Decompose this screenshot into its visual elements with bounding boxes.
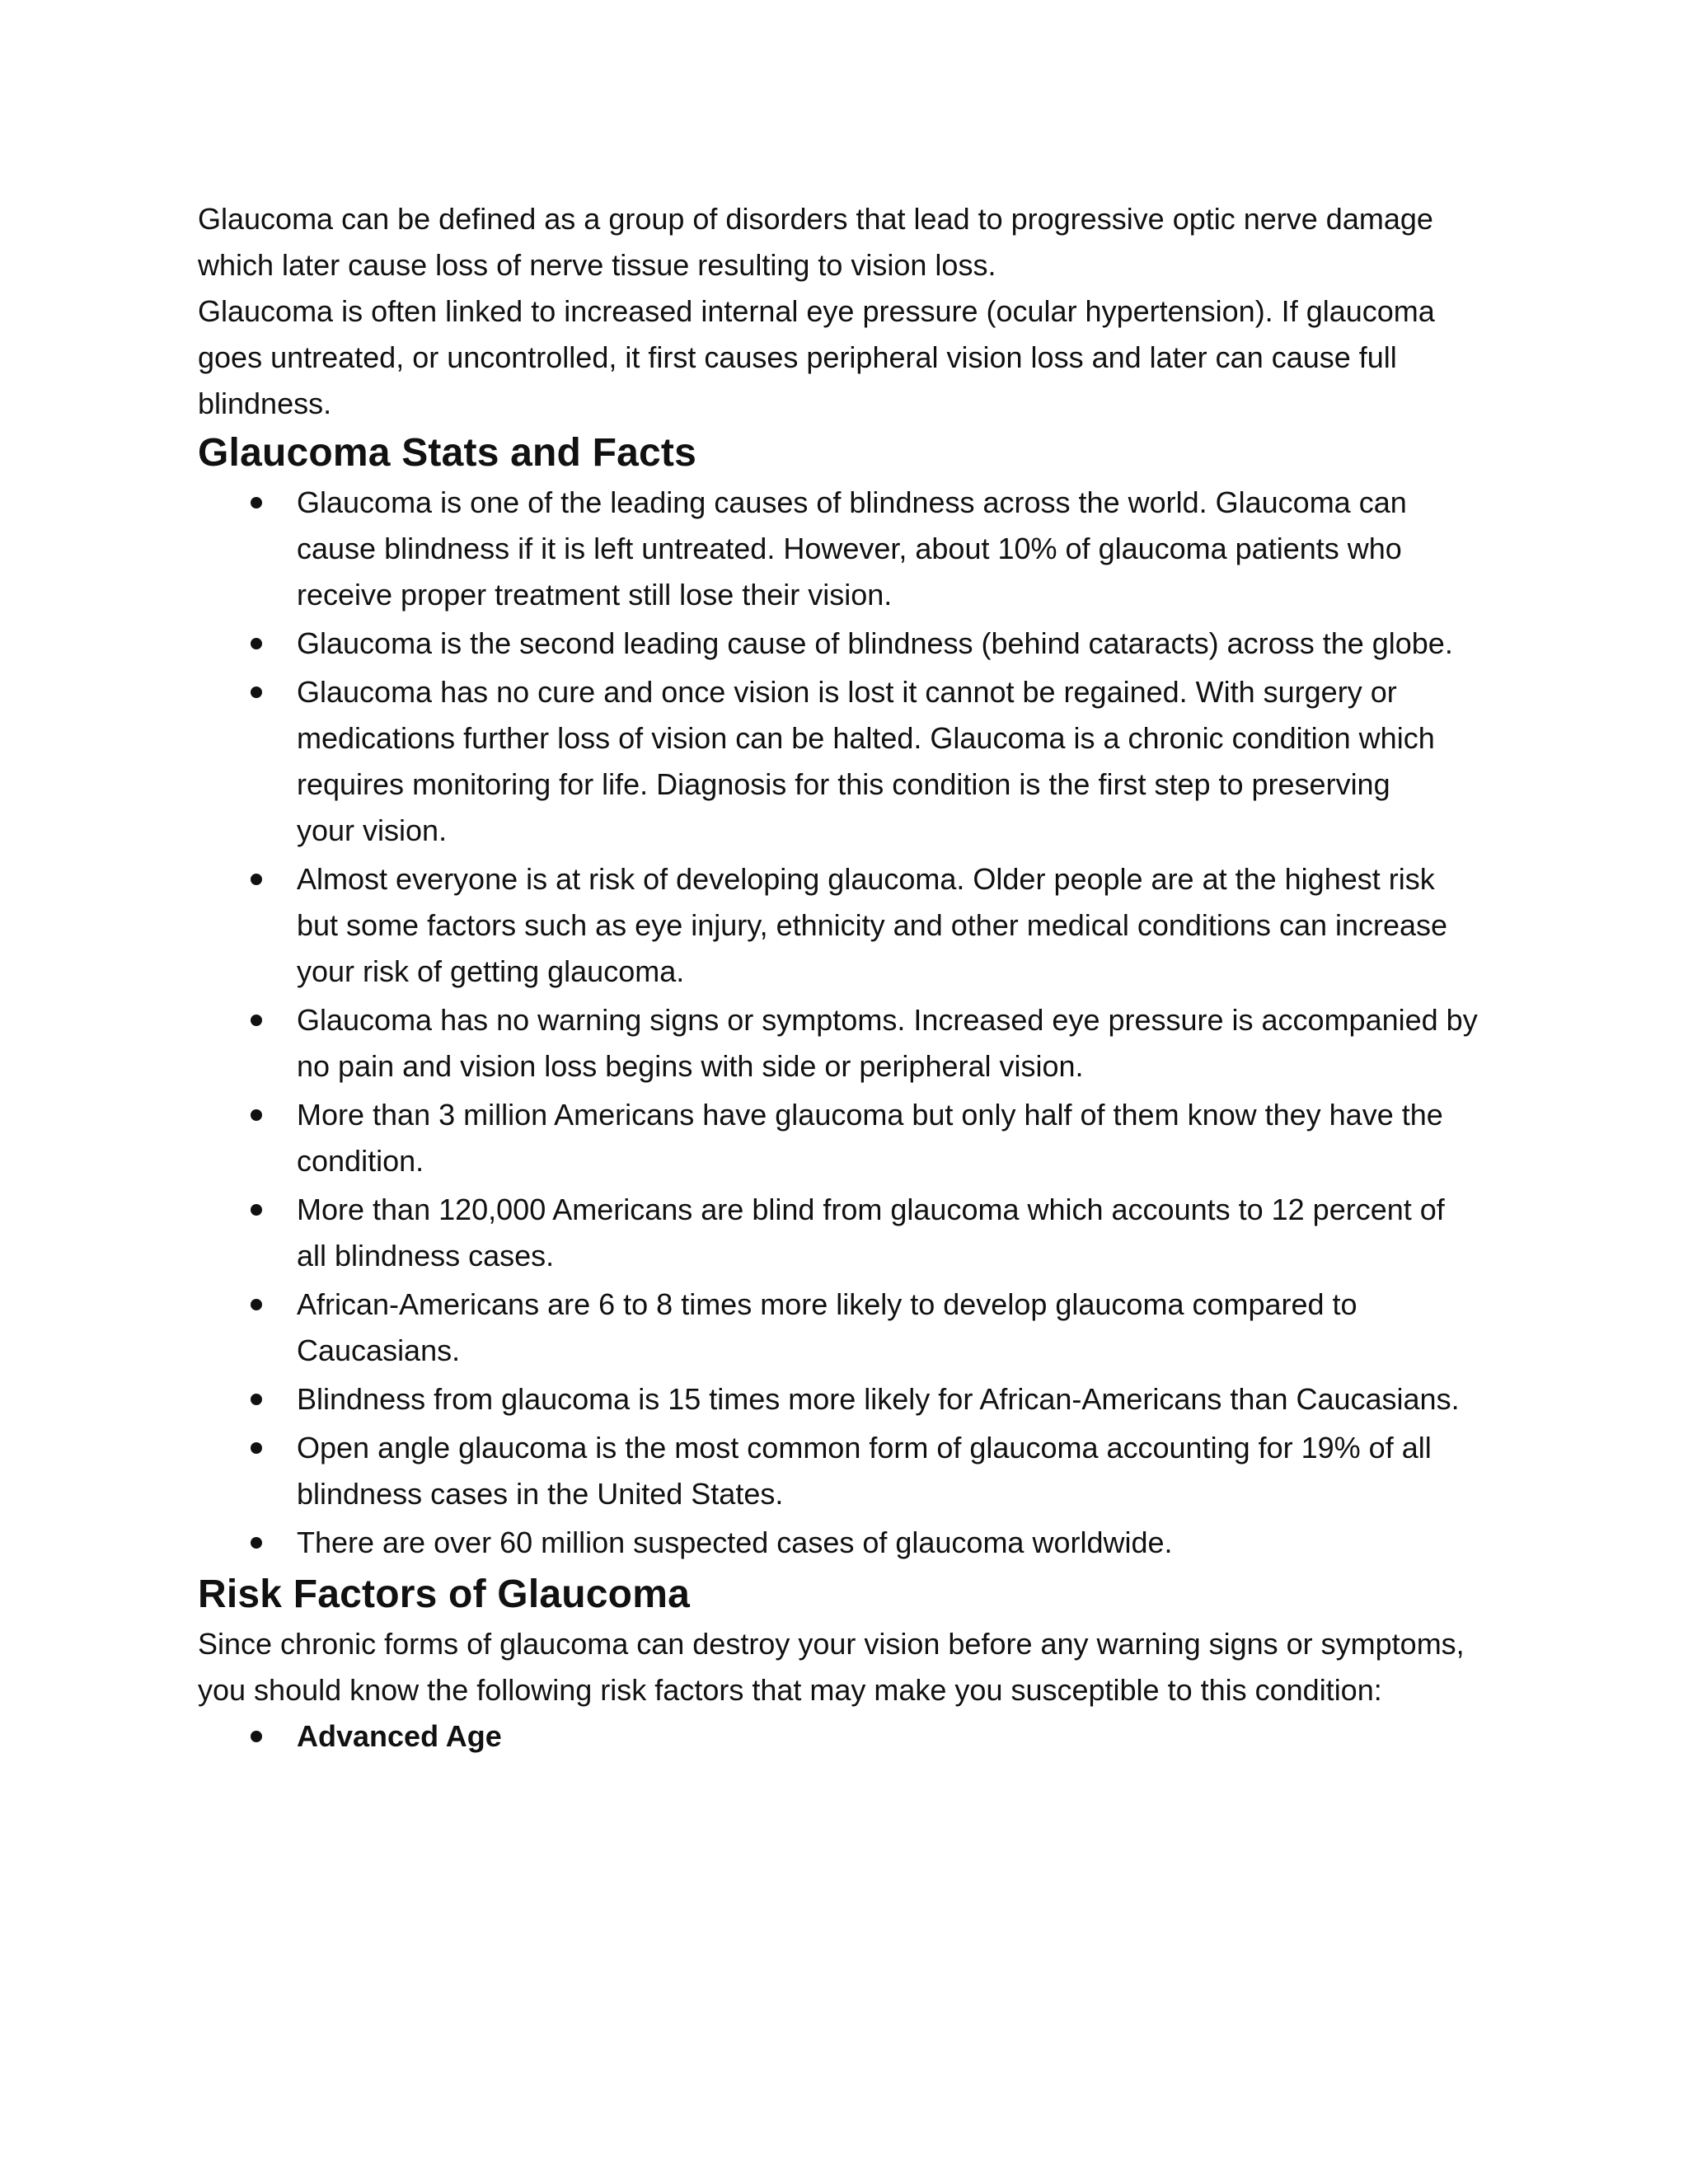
bullet-icon: [251, 874, 262, 885]
text-line: blindness cases in the United States.: [297, 1477, 784, 1511]
text-line: requires monitoring for life. Diagnosis for this condition is the first step to preserving: [297, 767, 1390, 801]
text-line: no pain and vision loss begins with side or peripheral vision.: [297, 1049, 1084, 1083]
list-item: [198, 1376, 1500, 1422]
text-line: your vision.: [297, 813, 448, 847]
text-line: blindness.: [198, 387, 332, 420]
text-line: Glaucoma is one of the leading causes of blindness across the world. Glaucoma can: [297, 485, 1407, 519]
list-item: [198, 621, 1500, 667]
bullet-icon: [251, 1299, 262, 1310]
risk-heading: Risk Factors of Glaucoma: [198, 1572, 690, 1616]
text-line: Glaucoma has no warning signs or symptoms. Increased eye pressure is accompanied by: [297, 1003, 1478, 1037]
text-line: African-Americans are 6 to 8 times more likely to develop glaucoma compared to: [297, 1287, 1357, 1321]
text-line: condition.: [297, 1144, 424, 1178]
text-line: Glaucoma has no cure and once vision is lost it cannot be regained. With surgery or: [297, 675, 1397, 709]
text-line: goes untreated, or uncontrolled, it first causes peripheral vision loss and later can cause full: [198, 340, 1397, 374]
text-line: Open angle glaucoma is the most common form of glaucoma accounting for 19% of all: [297, 1431, 1432, 1465]
list-item: [198, 1282, 1500, 1374]
list-item: [198, 1092, 1500, 1184]
bullet-icon: [251, 1204, 262, 1216]
document-content: [198, 196, 1500, 1762]
intro-paragraph-1: [198, 196, 1500, 288]
text-line: your risk of getting glaucoma.: [297, 954, 685, 988]
list-item: [198, 1520, 1500, 1566]
list-item: [198, 856, 1500, 995]
stats-list: [198, 480, 1500, 1566]
list-item: [198, 480, 1500, 618]
risk-intro-paragraph: [198, 1621, 1500, 1713]
text-line: Glaucoma is often linked to increased internal eye pressure (ocular hypertension). If glaucoma: [198, 294, 1435, 328]
bullet-icon: [251, 1731, 262, 1742]
text-line: cause blindness if it is left untreated. However, about 10% of glaucoma patients who: [297, 532, 1402, 565]
text-line: you should know the following risk factors that may make you susceptible to this condition:: [198, 1673, 1382, 1707]
risk-list: [198, 1713, 1500, 1760]
text-line: Caucasians.: [297, 1333, 461, 1367]
text-line: all blindness cases.: [297, 1239, 555, 1272]
bullet-icon: [251, 497, 262, 509]
text-line: Since chronic forms of glaucoma can destroy your vision before any warning signs or symptoms,: [198, 1627, 1465, 1661]
list-item: [198, 1425, 1500, 1517]
text-line: There are over 60 million suspected cases of glaucoma worldwide.: [297, 1526, 1173, 1559]
list-item: [198, 1187, 1500, 1279]
text-line: but some factors such as eye injury, ethnicity and other medical conditions can increase: [297, 908, 1448, 942]
list-item: [198, 997, 1500, 1090]
risk-item-label: Advanced Age: [297, 1719, 502, 1753]
bullet-icon: [251, 1394, 262, 1405]
text-line: receive proper treatment still lose their vision.: [297, 578, 893, 612]
bullet-icon: [251, 687, 262, 698]
intro-paragraph-2: [198, 288, 1500, 427]
text-line: More than 3 million Americans have glaucoma but only half of them know they have the: [297, 1098, 1443, 1132]
text-line: medications further loss of vision can be halted. Glaucoma is a chronic condition which: [297, 721, 1435, 755]
text-line: Blindness from glaucoma is 15 times more likely for African-Americans than Caucasians.: [297, 1382, 1460, 1416]
list-item: [198, 669, 1500, 854]
bullet-icon: [251, 1442, 262, 1454]
bullet-icon: [251, 1109, 262, 1121]
text-line: More than 120,000 Americans are blind from glaucoma which accounts to 12 percent of: [297, 1193, 1445, 1226]
text-line: which later cause loss of nerve tissue resulting to vision loss.: [198, 248, 996, 282]
bullet-icon: [251, 1015, 262, 1026]
bullet-icon: [251, 1537, 262, 1549]
bullet-icon: [251, 638, 262, 649]
text-line: Almost everyone is at risk of developing glaucoma. Older people are at the highest risk: [297, 862, 1435, 896]
text-line: Glaucoma can be defined as a group of disorders that lead to progressive optic nerve damage: [198, 202, 1433, 236]
list-item: [198, 1713, 1500, 1760]
text-line: Glaucoma is the second leading cause of blindness (behind cataracts) across the globe.: [297, 626, 1453, 660]
stats-heading: Glaucoma Stats and Facts: [198, 431, 696, 475]
